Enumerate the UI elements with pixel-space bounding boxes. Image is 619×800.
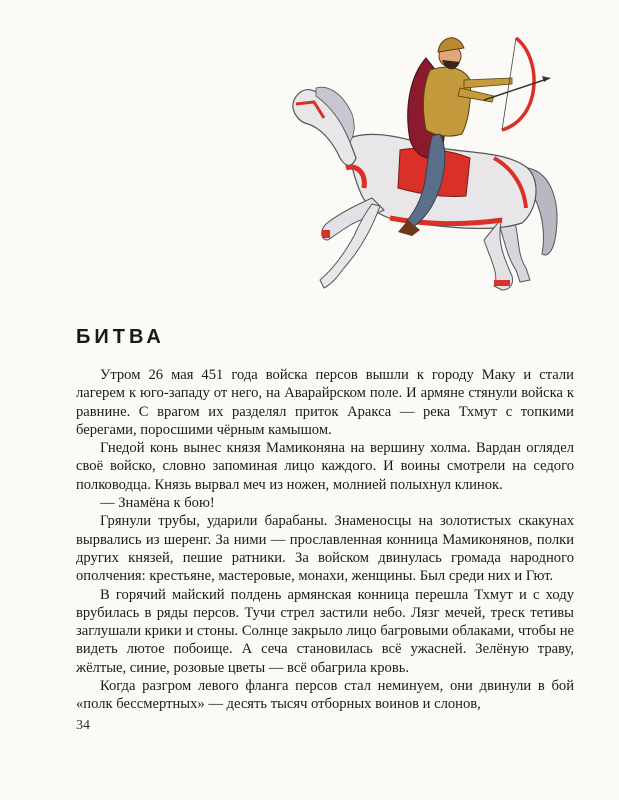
rider-armor [423, 67, 470, 136]
rider-arm-bow [464, 78, 512, 88]
hoof-red-1 [494, 280, 510, 286]
paragraph: Когда разгром левого фланга персов стал неминуем, они двинули в бой «полк бессмертных» — десять тысяч отборных воинов и слонов, [76, 678, 574, 713]
page-number: 34 [76, 718, 90, 733]
rider-helmet [438, 38, 464, 52]
body-text [76, 366, 574, 714]
paragraph: Грянули трубы, ударили барабаны. Знаменосцы на золотистых скакунах вырвались из шеренг. За ними — прославленная конница Мамиконянов, полки других князей, пешие ратники. За войском двинулась громада народного ополчения: крестьяне, мастеровые, монахи, женщины. Был среди них и Гют. [76, 513, 574, 585]
hoof-red-2 [322, 230, 330, 238]
paragraph: Гнедой конь вынес князя Мамиконяна на вершину холма. Вардан оглядел своё войско, словно запоминая лицо каждого. И воины смотрели на седого полководца. Князь вырвал меч из ножен, молнией полыхнул клинок. [76, 440, 574, 493]
paragraph: — Знамёна к бою! [100, 495, 215, 512]
paragraph: В горячий майский полдень армянская конница перешла Тхмут и с ходу врубилась в ряды персов. Тучи стрел застили небо. Лязг мечей, треск тетивы заглушали крики и стоны. Солнце закрыло лицо багровыми облаками, чтобы не видеть лютое побоище. А сеча становилась всё ужасней. Зелёную траву, жёлтые, синие, розовые цветы — всё обагрила кровь. [76, 586, 574, 676]
chapter-title: БИТВА [76, 326, 165, 348]
paragraph: Утром 26 мая 451 года войска персов вышли к городу Маку и стали лагерем к юго-западу от него, на Аварайрском поле. И армяне стянули войска к равнине. С врагом их разделял приток Аракса — река Тхмут с топкими берегами, поросшими чёрным камышом. [76, 367, 574, 438]
mounted-archer-illustration [280, 18, 580, 318]
